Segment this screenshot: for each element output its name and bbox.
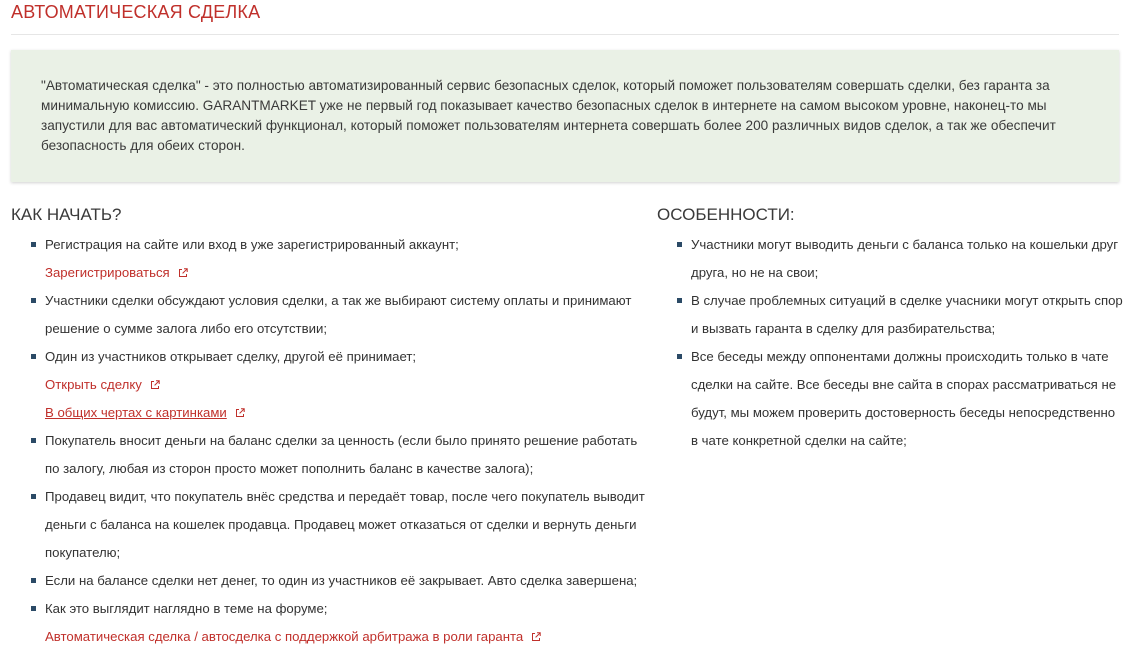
features-heading: ОСОБЕННОСТИ: bbox=[657, 205, 795, 224]
step-text: Если на балансе сделки нет денег, то один из участников её закрывает. Авто сделка завершена; bbox=[45, 573, 638, 588]
list-item bbox=[691, 287, 1123, 343]
step-text: Как это выглядит наглядно в теме на форуме; bbox=[45, 601, 328, 616]
forum-topic-link[interactable] bbox=[45, 629, 541, 644]
feature-text: Все беседы между оппонентами должны происходить только в чате сделки на сайте. Все беседы вне сайта в спорах рассматриваться не будут, мы можем проверить достоверность беседы непосредственно в чате конкретной сделки на сайте; bbox=[691, 349, 1117, 448]
step-text: Участники сделки обсуждают условия сделки, а так же выбирают систему оплаты и принимают решение о сумме залога либо его отсутствии; bbox=[45, 293, 632, 336]
list-item bbox=[691, 231, 1123, 287]
forum-link-row bbox=[45, 623, 645, 651]
intro-box bbox=[11, 50, 1119, 182]
list-item bbox=[45, 483, 645, 567]
register-link-row bbox=[45, 259, 645, 287]
list-item bbox=[45, 595, 645, 623]
step-text: Продавец видит, что покупатель внёс средства и передаёт товар, после чего покупатель выводит деньги с баланса на кошелек продавца. Продавец может отказаться от сделки и вернуть деньги покупателю; bbox=[45, 489, 645, 560]
register-link[interactable] bbox=[45, 265, 188, 280]
open-deal-link[interactable] bbox=[45, 377, 160, 392]
step-text: Регистрация на сайте или вход в уже зарегистрированный аккаунт; bbox=[45, 237, 459, 252]
list-item bbox=[45, 287, 645, 343]
feature-text: В случае проблемных ситуаций в сделке учасники могут открыть спор и вызвать гаранта в сделку для разбирательства; bbox=[691, 293, 1123, 336]
step-text: Один из участников открывает сделку, другой её принимает; bbox=[45, 349, 417, 364]
intro-text: "Автоматическая сделка" - это полностью автоматизированный сервис безопасных сделок, который поможет пользователям совершать сделки, без гаранта за минимальную комиссию. GARANTMARKET уже не первый год показывает качество безопасных сделок в интернете на самом высоком уровне, наконец-то мы запустили для вас автоматический функционал, который поможет пользователям интернета совершать более 200 различных видов сделок, а так же обеспечит безопасность для обеих сторон. bbox=[41, 78, 1056, 153]
list-item bbox=[45, 231, 645, 259]
external-link-icon bbox=[531, 632, 541, 642]
list-item bbox=[45, 427, 645, 483]
feature-text: Участники могут выводить деньги с баланса только на кошельки друг друга, но не на свои; bbox=[691, 237, 1119, 280]
how-to-start-list bbox=[45, 231, 645, 651]
pictures-guide-link[interactable] bbox=[45, 405, 227, 420]
title-divider bbox=[11, 34, 1119, 35]
external-link-icon bbox=[178, 268, 188, 278]
pictures-link-row bbox=[45, 399, 645, 427]
open-deal-link-label: Открыть сделку bbox=[45, 377, 142, 392]
page-title: АВТОМАТИЧЕСКАЯ СДЕЛКА bbox=[11, 2, 261, 22]
external-link-icon bbox=[235, 408, 245, 418]
register-link-label: Зарегистрироваться bbox=[45, 265, 170, 280]
forum-topic-link-label: Автоматическая сделка / автосделка с поддержкой арбитража в роли гаранта bbox=[45, 629, 524, 644]
list-item bbox=[45, 567, 645, 595]
step-text: Покупатель вносит деньги на баланс сделки за ценность (если было принято решение работать по залогу, любая из сторон просто может пополнить баланс в качестве залога); bbox=[45, 433, 638, 476]
how-to-start-heading: КАК НАЧАТЬ? bbox=[11, 205, 122, 224]
pictures-guide-link-label: В общих чертах с картинками bbox=[45, 405, 227, 420]
open-deal-link-row bbox=[45, 371, 645, 399]
external-link-icon bbox=[150, 380, 160, 390]
list-item bbox=[45, 343, 645, 371]
list-item bbox=[691, 343, 1123, 455]
features-list bbox=[691, 231, 1123, 455]
